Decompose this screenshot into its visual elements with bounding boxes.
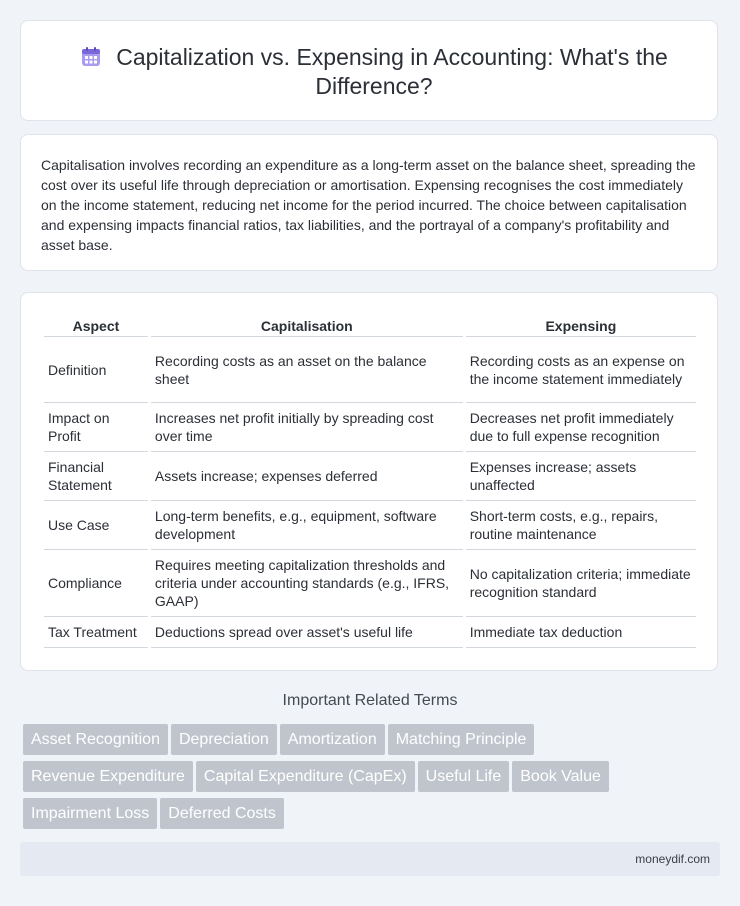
cell-expensing: Short-term costs, e.g., repairs, routine maintenance: [466, 501, 696, 550]
comparison-table-card: [20, 292, 718, 671]
tag-row: [23, 761, 703, 792]
calendar-grid-icon: [80, 46, 102, 68]
tag-matching-principle[interactable]: Matching Principle: [388, 724, 535, 755]
intro-card: [20, 134, 718, 271]
cell-expensing: No capitalization criteria; immediate recognition standard: [466, 550, 696, 617]
footer-bar: [20, 842, 720, 876]
cell-aspect: Tax Treatment: [44, 617, 148, 648]
cell-aspect: Financial Statement: [44, 452, 148, 501]
intro-paragraph: Capitalisation involves recording an expenditure as a long-term asset on the balance sheet, spreading the cost over its useful life through depreciation or amortisation. Expensing recognises the cost immediately on the income statement, reducing net income for the period incurred. The choice between capitalisation and expensing impacts financial ratios, tax liabilities, and the portrayal of a company's profitability and asset base.: [41, 157, 696, 253]
header-capitalisation: Capitalisation: [151, 315, 463, 337]
footer-site[interactable]: moneydif.com: [635, 852, 710, 866]
cell-expensing: Recording costs as an expense on the income statement immediately: [466, 337, 696, 403]
cell-expensing: Decreases net profit immediately due to full expense recognition: [466, 403, 696, 452]
cell-aspect: Use Case: [44, 501, 148, 550]
related-terms-tags: [23, 724, 703, 835]
table-row: [44, 403, 696, 452]
table-row: [44, 501, 696, 550]
cell-aspect: Definition: [44, 337, 148, 403]
comparison-table: [41, 315, 699, 648]
tag-row: [23, 724, 703, 755]
cell-expensing: Expenses increase; assets unaffected: [466, 452, 696, 501]
tag-amortization[interactable]: Amortization: [280, 724, 385, 755]
cell-capitalisation: Recording costs as an asset on the balance sheet: [151, 337, 463, 403]
page-title-text: Capitalization vs. Expensing in Accounting: What's the Difference?: [116, 44, 668, 99]
cell-capitalisation: Long-term benefits, e.g., equipment, software development: [151, 501, 463, 550]
page-title: [61, 43, 687, 101]
title-card: [20, 20, 718, 121]
tag-depreciation[interactable]: Depreciation: [171, 724, 277, 755]
cell-aspect: Impact on Profit: [44, 403, 148, 452]
table-row: [44, 550, 696, 617]
tag-asset-recognition[interactable]: Asset Recognition: [23, 724, 168, 755]
cell-capitalisation: Increases net profit initially by spreading cost over time: [151, 403, 463, 452]
header-expensing: Expensing: [466, 315, 696, 337]
table-row: [44, 452, 696, 501]
cell-capitalisation: Deductions spread over asset's useful life: [151, 617, 463, 648]
tag-capital-expenditure[interactable]: Capital Expenditure (CapEx): [196, 761, 415, 792]
cell-capitalisation: Assets increase; expenses deferred: [151, 452, 463, 501]
table-row: [44, 617, 696, 648]
tag-deferred-costs[interactable]: Deferred Costs: [160, 798, 284, 829]
tag-book-value[interactable]: Book Value: [512, 761, 609, 792]
cell-aspect: Compliance: [44, 550, 148, 617]
table-row: [44, 337, 696, 403]
cell-expensing: Immediate tax deduction: [466, 617, 696, 648]
tag-useful-life[interactable]: Useful Life: [418, 761, 510, 792]
table-header-row: [44, 315, 696, 337]
tag-row: [23, 798, 703, 829]
cell-capitalisation: Requires meeting capitalization thresholds and criteria under accounting standards (e.g., IFRS, GAAP): [151, 550, 463, 617]
header-aspect: Aspect: [44, 315, 148, 337]
tag-impairment-loss[interactable]: Impairment Loss: [23, 798, 157, 829]
tag-revenue-expenditure[interactable]: Revenue Expenditure: [23, 761, 193, 792]
related-terms-heading: Important Related Terms: [282, 692, 458, 709]
